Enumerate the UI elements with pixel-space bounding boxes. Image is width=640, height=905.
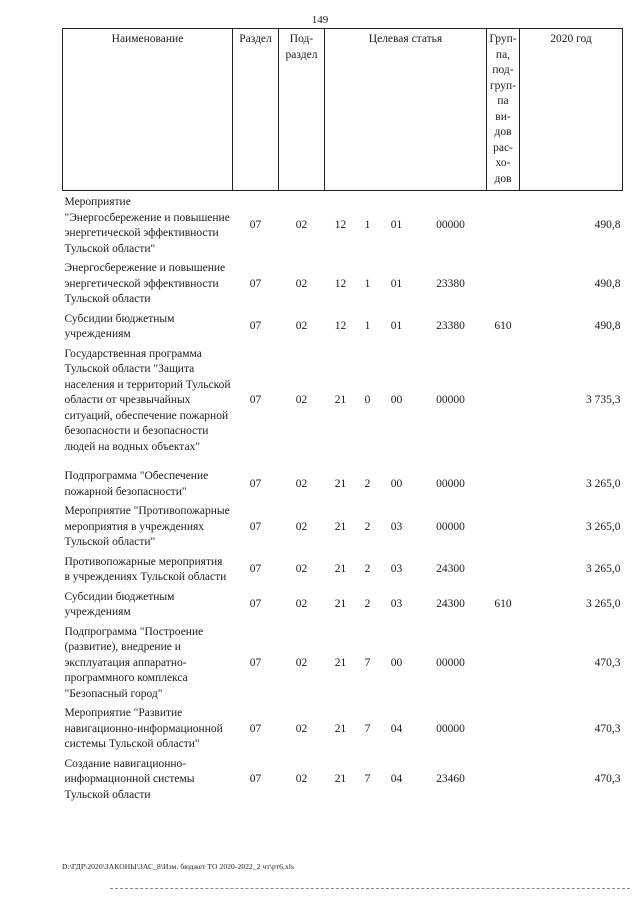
table-body [63, 191, 623, 804]
row-target-program: 21 [334, 394, 347, 406]
row-name: Субсидии бюджетным учреждениям [64, 590, 175, 618]
row-target-direction: 23460 [436, 773, 465, 785]
row-target-program: 21 [334, 520, 347, 533]
row-target-event: 03 [390, 520, 403, 533]
row-expense-group [487, 753, 520, 804]
table-row [63, 308, 623, 343]
file-path-footer: D:\ГДР\2020\ЗАКОНЫ\ЗАС_8\Изм. бюджет ТО 2020-2022_2 чт\рт6.xls [62, 862, 295, 871]
row-target-event: 03 [390, 563, 403, 576]
row-target-subprogram: 7 [364, 773, 371, 785]
row-razdel: 07 [249, 722, 262, 735]
row-target-program: 21 [334, 656, 347, 669]
row-amount: 3 265,0 [586, 598, 621, 611]
row-target-subprogram: 0 [364, 394, 371, 406]
budget-table [62, 28, 623, 803]
table-row [63, 455, 623, 500]
row-razdel: 07 [249, 219, 262, 232]
row-expense-group [487, 551, 520, 586]
row-name: Энергосбережение и повышение энергетической эффективности Тульской области [64, 262, 226, 305]
row-name: Мероприятие "Энергосбережение и повышение энергетической эффективности Тульской области" [64, 196, 230, 255]
header-row [63, 29, 623, 191]
row-target-event: 00 [390, 656, 403, 669]
bottom-divider [110, 888, 630, 889]
row-target-program: 21 [334, 598, 347, 611]
table-row [63, 551, 623, 586]
row-target-subprogram: 1 [364, 320, 371, 333]
row-podrazdel: 02 [295, 477, 308, 490]
row-podrazdel: 02 [295, 520, 308, 533]
header-target-article: Целевая статья [325, 29, 487, 191]
row-target-event: 00 [390, 477, 403, 490]
row-target-subprogram: 7 [364, 722, 371, 735]
row-expense-group [487, 702, 520, 753]
table-row [63, 702, 623, 753]
header-year: 2020 год [520, 29, 623, 191]
row-razdel: 07 [249, 477, 262, 490]
row-expense-group [487, 343, 520, 456]
row-name: Государственная программа Тульской области "Защита населения и территорий Тульской области от чрезвычайных ситуаций, обеспечение пожарной безопасности и безопасности людей на водных объектах" [64, 347, 231, 453]
row-target-direction: 00000 [436, 477, 465, 490]
row-razdel: 07 [249, 563, 262, 576]
table-row [63, 586, 623, 621]
row-expense-group [487, 500, 520, 551]
header-razdel: Раздел [233, 29, 279, 191]
row-target-subprogram: 2 [364, 477, 371, 490]
row-amount: 490,8 [594, 277, 621, 290]
table-row [63, 753, 623, 804]
row-amount: 470,3 [594, 656, 621, 669]
row-target-event: 00 [390, 394, 403, 406]
row-target-direction: 00000 [436, 656, 465, 669]
row-target-direction: 23380 [436, 277, 465, 290]
row-expense-group [487, 257, 520, 308]
row-podrazdel: 02 [295, 773, 308, 785]
row-target-event: 01 [390, 277, 403, 290]
row-podrazdel: 02 [295, 598, 308, 611]
row-expense-group [487, 191, 520, 258]
row-target-program: 21 [334, 773, 347, 785]
row-target-direction: 00000 [436, 722, 465, 735]
row-target-direction: 24300 [436, 598, 465, 611]
row-amount: 490,8 [594, 219, 621, 232]
row-target-program: 12 [334, 320, 347, 333]
row-podrazdel: 02 [295, 320, 308, 333]
row-razdel: 07 [249, 394, 262, 406]
row-target-subprogram: 1 [364, 219, 371, 232]
row-target-program: 21 [334, 563, 347, 576]
row-name: Противопожарные мероприятия в учреждениях Тульской области [64, 555, 227, 583]
row-target-subprogram: 7 [364, 656, 371, 669]
row-expense-group: 610 [494, 320, 512, 333]
header-podrazdel: Под- раздел [279, 29, 325, 191]
row-amount: 470,3 [594, 722, 621, 735]
row-amount: 3 265,0 [586, 477, 621, 490]
row-amount: 3 265,0 [586, 520, 621, 533]
row-target-program: 21 [334, 477, 347, 490]
row-amount: 470,3 [594, 773, 621, 785]
row-expense-group [487, 455, 520, 500]
row-podrazdel: 02 [295, 563, 308, 576]
row-podrazdel: 02 [295, 394, 308, 406]
row-razdel: 07 [249, 656, 262, 669]
row-target-event: 01 [390, 320, 403, 333]
row-target-subprogram: 2 [364, 563, 371, 576]
row-name: Мероприятие "Развитие навигационно-информационной системы Тульской области" [64, 707, 223, 750]
row-target-direction: 00000 [436, 394, 465, 406]
row-target-subprogram: 2 [364, 598, 371, 611]
page-number: 149 [311, 14, 329, 26]
row-expense-group: 610 [494, 598, 512, 611]
row-podrazdel: 02 [295, 219, 308, 232]
row-podrazdel: 02 [295, 656, 308, 669]
row-target-direction: 00000 [436, 219, 465, 232]
row-podrazdel: 02 [295, 722, 308, 735]
row-amount: 3 265,0 [586, 563, 621, 576]
row-amount: 3 735,3 [586, 394, 621, 406]
row-target-subprogram: 2 [364, 520, 371, 533]
row-target-subprogram: 1 [364, 277, 371, 290]
row-target-event: 03 [390, 598, 403, 611]
row-name: Подпрограмма "Построение (развитие), внедрение и эксплуатация аппаратно-программного комплекса "Безопасный город" [64, 625, 204, 700]
table-row [63, 191, 623, 258]
header-name: Наименование [63, 29, 233, 191]
row-razdel: 07 [249, 773, 262, 785]
row-target-direction: 23380 [436, 320, 465, 333]
row-name: Подпрограмма "Обеспечение пожарной безопасности" [64, 470, 209, 498]
row-target-event: 04 [390, 773, 403, 785]
row-name: Субсидии бюджетным учреждениям [64, 312, 175, 340]
row-target-event: 04 [390, 722, 403, 735]
row-target-direction: 00000 [436, 520, 465, 533]
table-row [63, 621, 623, 703]
table-row [63, 257, 623, 308]
table-row [63, 343, 623, 456]
row-target-program: 12 [334, 219, 347, 232]
header-expense-group: Груп- па, под- груп- па ви- дов рас- хо- дов [487, 29, 520, 191]
row-podrazdel: 02 [295, 277, 308, 290]
row-razdel: 07 [249, 520, 262, 533]
row-target-program: 12 [334, 277, 347, 290]
row-target-direction: 24300 [436, 563, 465, 576]
row-razdel: 07 [249, 598, 262, 611]
row-target-event: 01 [390, 219, 403, 232]
row-razdel: 07 [249, 277, 262, 290]
row-expense-group [487, 621, 520, 703]
row-target-program: 21 [334, 722, 347, 735]
row-amount: 490,8 [594, 320, 621, 333]
table-row [63, 500, 623, 551]
row-name: Создание навигационно-информационной системы Тульской области [64, 757, 195, 801]
row-name: Мероприятие "Противопожарные мероприятия в учреждениях Тульской области" [64, 505, 230, 548]
row-razdel: 07 [249, 320, 262, 333]
